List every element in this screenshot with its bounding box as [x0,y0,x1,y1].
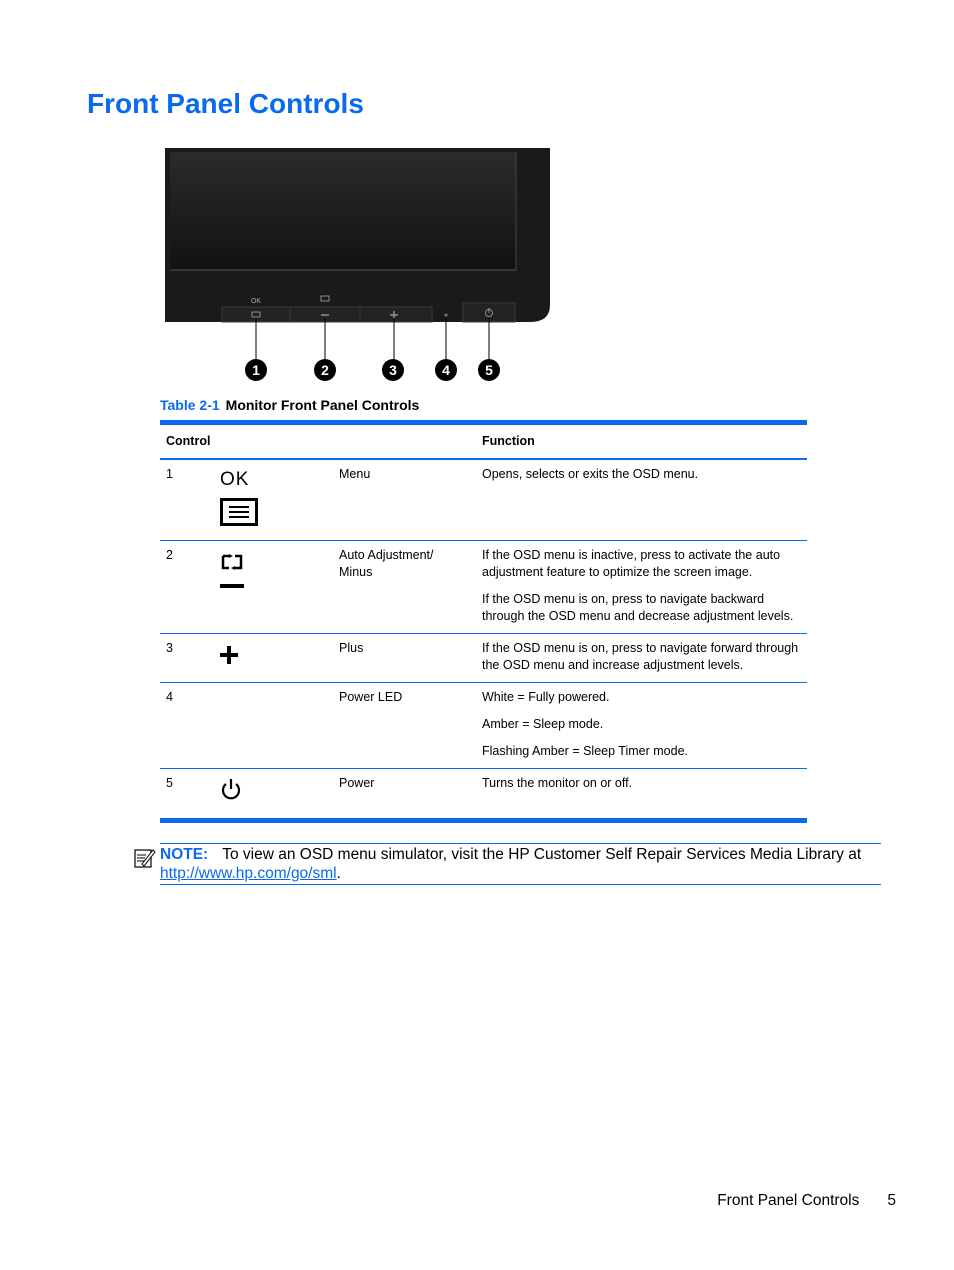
auto-adjust-icon [220,553,244,593]
monitor-illustration [160,140,560,390]
row-number: 5 [160,769,206,821]
ok-text-icon: OK [220,469,250,490]
svg-text:4: 4 [442,362,450,378]
row-number: 4 [160,683,206,769]
control-function [476,683,807,769]
callout-3 [382,359,404,381]
callout-2 [314,359,336,381]
function-text: If the OSD menu is on, press to navigate backward through the OSD menu and decrease adjustment levels. [482,592,794,623]
control-name: Menu [339,467,371,481]
table-row [160,769,807,821]
table-row [160,683,807,769]
function-text: If the OSD menu is on, press to navigate forward through the OSD menu and increase adjustment levels. [482,641,799,672]
row-number: 2 [160,541,206,634]
header-control: Control [160,423,476,460]
table-row [160,459,807,541]
function-text: If the OSD menu is inactive, press to activate the auto adjustment feature to optimize the screen image. [482,548,781,579]
function-text: White = Fully powered. [482,690,610,704]
row-number: 1 [166,467,173,481]
sml-link[interactable]: http://www.hp.com/go/sml [160,865,337,882]
page-number: 5 [887,1192,896,1209]
function-text: Opens, selects or exits the OSD menu. [482,467,699,481]
callout-1 [245,359,267,381]
control-function [476,769,807,821]
monitor-front-panel-figure [160,140,560,390]
bezel-power-led [445,314,448,317]
table-caption [160,397,419,413]
controls-table [160,420,807,823]
control-name: Power [333,769,476,821]
page-title: Front Panel Controls [87,88,364,119]
bezel-ok-label: OK [250,298,262,305]
table-header-row [160,423,807,460]
control-name: Power LED [333,683,476,769]
empty-icon-cell [206,683,333,769]
table-caption-number: Table 2-1 [160,397,220,413]
header-function: Function [476,423,807,460]
footer-section-title: Front Panel Controls [717,1192,860,1209]
function-text: Turns the monitor on or off. [482,776,633,790]
auto-adjust-minus-icon [206,541,333,634]
function-text: Flashing Amber = Sleep Timer mode. [482,744,688,758]
note-box [160,843,881,885]
control-function [476,634,807,683]
plus-icon [206,634,333,683]
menu-icon [220,498,258,526]
ok-menu-icon [206,459,333,541]
control-name: Auto Adjustment/ Minus [333,541,476,634]
note-label: NOTE: [160,846,209,863]
table-row [160,634,807,683]
control-name: Plus [333,634,476,683]
minus-icon [220,584,244,588]
callout-5 [478,359,500,381]
svg-text:2: 2 [321,362,329,378]
svg-text:1: 1 [252,362,260,378]
control-function [476,541,807,634]
note-text-end: . [336,865,341,882]
table-caption-title: Monitor Front Panel Controls [225,397,420,413]
page-footer [717,1192,896,1210]
note-text: To view an OSD menu simulator, visit the HP Customer Self Repair Services Media Library at [222,846,862,863]
row-number: 3 [160,634,206,683]
function-text: Amber = Sleep mode. [482,717,604,731]
svg-text:5: 5 [485,362,493,378]
monitor-screen [170,152,516,270]
table-row [160,541,807,634]
svg-text:3: 3 [389,362,397,378]
control-function [476,459,807,541]
callout-4 [435,359,457,381]
power-icon [206,769,333,821]
note-icon [134,847,156,869]
